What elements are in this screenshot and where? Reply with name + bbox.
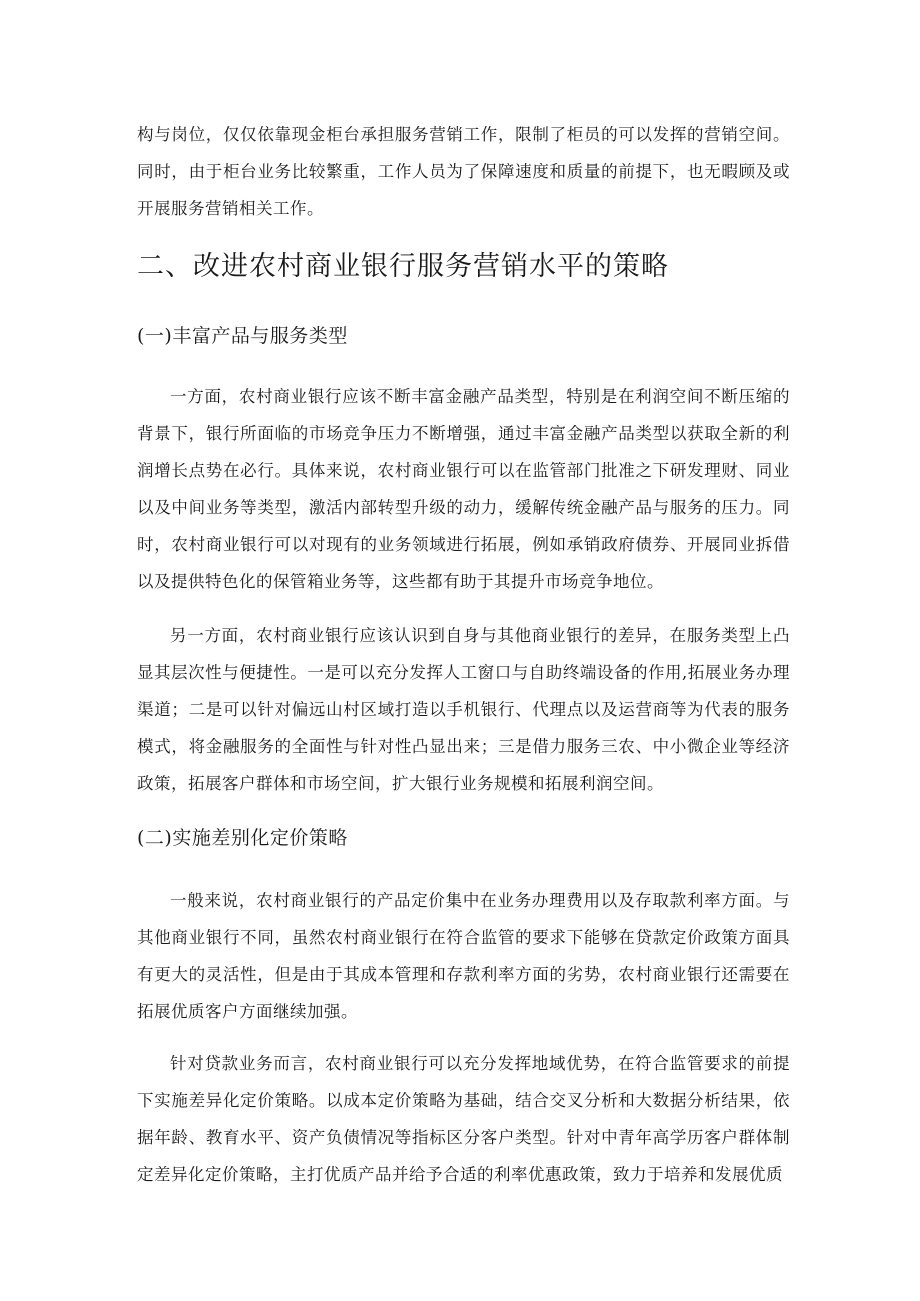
section-heading-block (137, 247, 790, 287)
subsection-2-title: (二)实施差别化定价策略 (137, 827, 348, 849)
subsection-1-paragraph-1: 一方面，农村商业银行应该不断丰富金融产品类型，特别是在利润空间不断压缩的背景下，银行所面临的市场竞争压力不断增强，通过丰富金融产品类型以获取全新的利润增长点势在必行。具体来说，农村商业银行可以在监管部门批准之下研发理财、同业以及中间业务等类型，激活内部转型升级的动力，缓解传统金融产品与服务的压力。同时，农村商业银行可以对现有的业务领域进行拓展，例如承销政府债券、开展同业拆借以及提供特色化的保管箱业务等，这些都有助于其提升市场竞争地位。 (137, 387, 790, 591)
subsection-1-paragraph-2: 另一方面，农村商业银行应该认识到自身与其他商业银行的差异，在服务类型上凸显其层次性与便捷性。一是可以充分发挥人工窗口与自助终端设备的作用,拓展业务办理渠道；二是可以针对偏远山村区域打造以手机银行、代理点以及运营商等为代表的服务模式，将金融服务的全面性与针对性凸显出来；三是借力服务三农、中小微企业等经济政策，拓展客户群体和市场空间，扩大银行业务规模和拓展利润空间。 (137, 626, 790, 793)
subsection-1-paragraph-2-block (137, 617, 790, 802)
subsection-1-title-block (137, 321, 790, 351)
subsection-2-paragraph-2-block (137, 1045, 790, 1193)
intro-paragraph-block (137, 116, 790, 227)
subsection-2-paragraph-1-block (137, 882, 790, 1030)
subsection-2-paragraph-2: 针对贷款业务而言，农村商业银行可以充分发挥地域优势，在符合监管要求的前提下实施差异化定价策略。以成本定价策略为基础，结合交叉分析和大数据分析结果，依据年龄、教育水平、资产负债情况等指标区分客户类型。针对中青年高学历客户群体制定差异化定价策略，主打优质产品并给予合适的利率优惠政策，致力于培养和发展优质 (137, 1054, 790, 1184)
intro-paragraph: 构与岗位，仅仅依靠现金柜台承担服务营销工作，限制了柜员的可以发挥的营销空间。同时，由于柜台业务比较繁重，工作人员为了保障速度和质量的前提下，也无暇顾及或开展服务营销相关工作。 (137, 125, 790, 218)
section-heading: 二、改进农村商业银行服务营销水平的策略 (137, 251, 669, 282)
subsection-1-paragraph-1-block (137, 378, 790, 600)
subsection-1-title: (一)丰富产品与服务类型 (137, 325, 348, 347)
subsection-2-title-block (137, 823, 790, 853)
subsection-2-paragraph-1: 一般来说，农村商业银行的产品定价集中在业务办理费用以及存取款利率方面。与其他商业银行不同，虽然农村商业银行在符合监管的要求下能够在贷款定价政策方面具有更大的灵活性，但是由于其成本管理和存款利率方面的劣势，农村商业银行还需要在拓展优质客户方面继续加强。 (137, 891, 790, 1021)
